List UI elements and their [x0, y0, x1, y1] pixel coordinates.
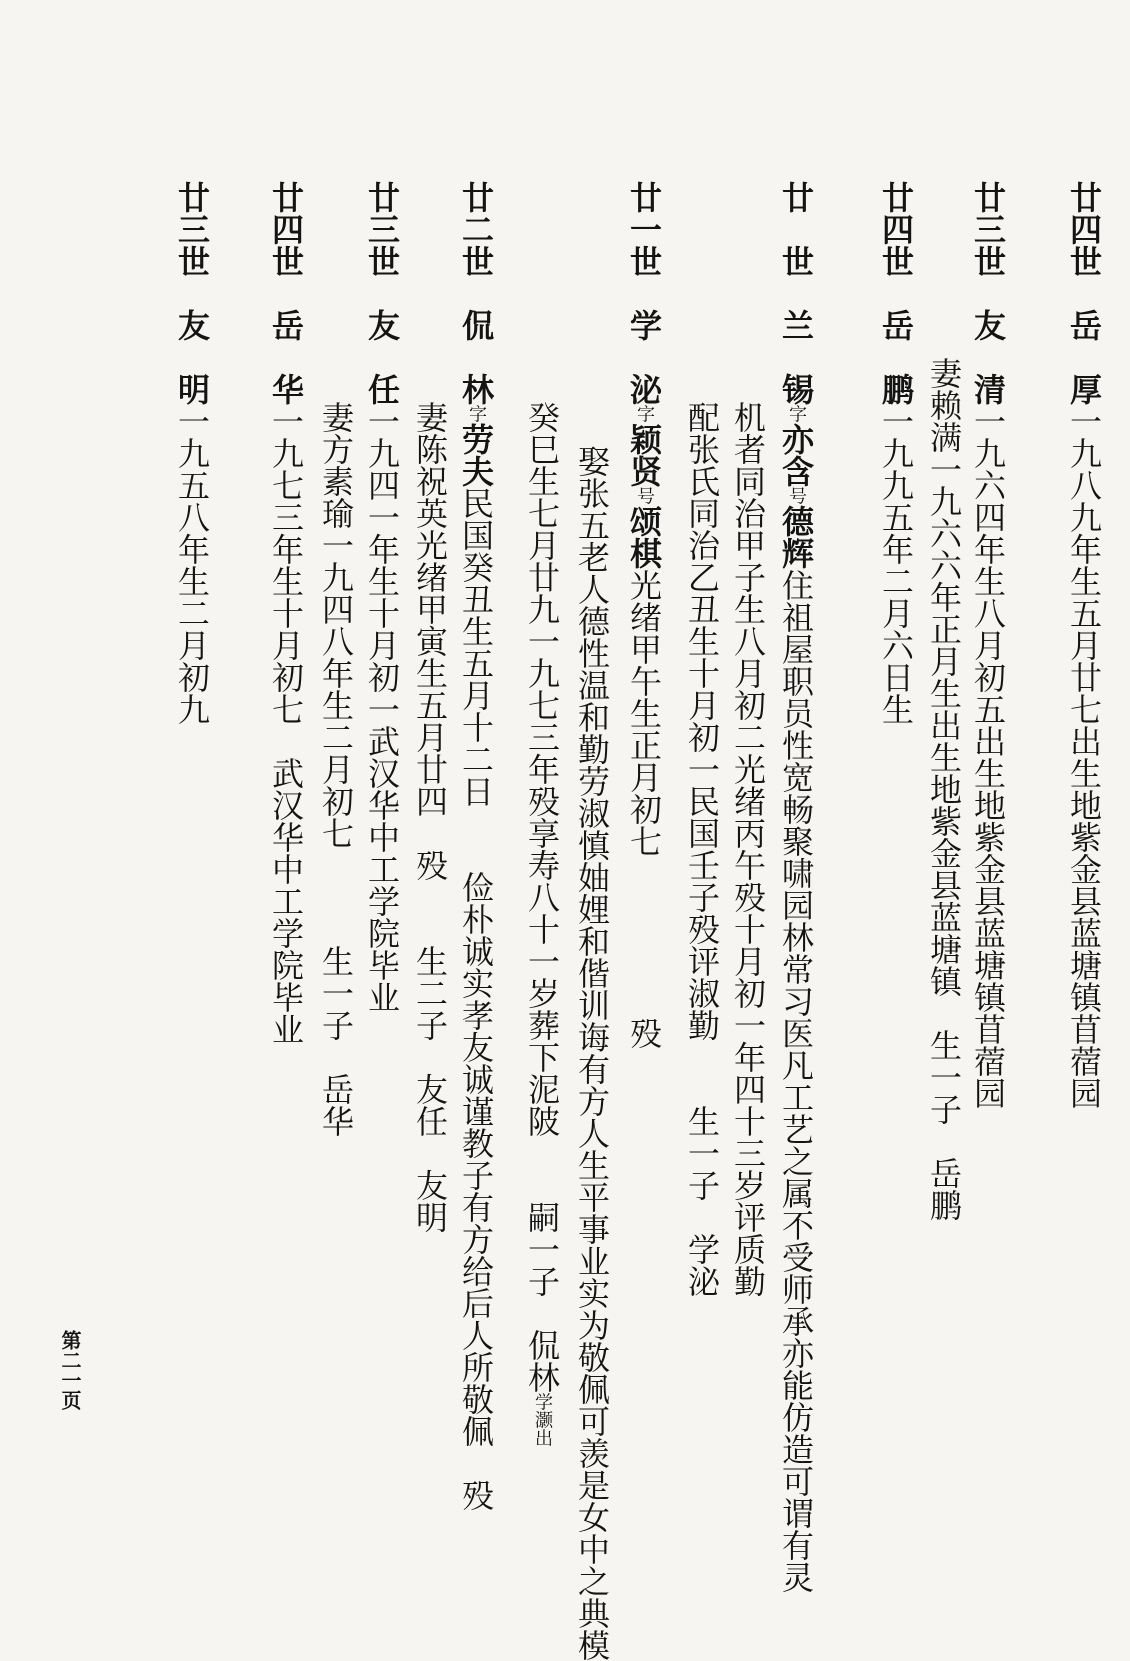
generation-label: 廿二世 [457, 180, 495, 277]
person-name: 友 [969, 308, 1007, 341]
zi-marker: 字 [466, 404, 487, 423]
continuation-text: 癸巳生七月廿九一九七三年殁享寿八十一岁葬下泥陂 嗣一子 侃林 [523, 400, 561, 1393]
entry-text: 一九五八年生二月初九 [173, 404, 211, 725]
person-given-name: 锡 [777, 372, 815, 405]
entry-you-ming [126, 140, 258, 725]
person-name: 岳 [1065, 308, 1103, 341]
courtesy-name: 亦含 [777, 422, 815, 487]
person-name: 友 [173, 308, 211, 341]
spouse-text: 妻陈祝英光绪甲寅生五月廿四 殁 生二子 友任 友明 [411, 400, 449, 1233]
person-given-name: 厚 [1065, 372, 1103, 405]
person-given-name: 泌 [625, 372, 663, 405]
entry-text: 一九八九年生五月廿七出生地紫金县蓝塘镇苜蓿园 [1065, 404, 1103, 1109]
person-name: 学 [625, 308, 663, 341]
person-name: 友 [363, 308, 401, 341]
courtesy-name: 颖贤 [625, 422, 663, 487]
generation-label: 廿三世 [969, 180, 1007, 277]
person-name: 兰 [777, 308, 815, 341]
person-given-name: 华 [267, 372, 305, 405]
art-name: 颂棋 [625, 504, 663, 569]
art-name: 德辉 [777, 504, 815, 569]
courtesy-name: 劳夫 [457, 422, 495, 487]
zi-marker: 字 [786, 404, 807, 423]
entry-text: 住祖屋职员性宽畅聚啸园林常习医凡工艺之属不受师承亦能仿造可谓有灵 [777, 568, 815, 1593]
continuation-text: 机者同治甲子生八月初二光绪丙午殁十月初一年四十三岁评质勤 [729, 400, 767, 1297]
entry-text: 一九六四年生八月初五出生地紫金县蓝塘镇苜蓿园 [969, 404, 1007, 1109]
page-number: 第二一页 [58, 1330, 82, 1410]
generation-label: 廿四世 [1065, 180, 1103, 277]
spouse-text: 妻方素瑜一九四八年生二月初七 生一子 岳华 [317, 400, 355, 1137]
hao-marker: 号 [786, 486, 807, 505]
hao-marker: 号 [634, 486, 655, 505]
generation-label: 廿三世 [173, 180, 211, 277]
generation-label: 廿三世 [363, 180, 401, 277]
entry-text: 光绪甲午生正月初七 殁 [625, 568, 663, 1049]
entry-text: 一九七三年生十月初七 武汉华中工学院毕业 [267, 404, 305, 1045]
person-given-name: 鹏 [877, 372, 915, 405]
person-name: 岳 [877, 308, 915, 341]
person-given-name: 清 [969, 372, 1007, 405]
person-name: 侃 [457, 308, 495, 341]
spouse-text: 妻赖满一九六六年正月生出生地紫金县蓝塘镇 生一子 岳鹏 [925, 356, 963, 1221]
note-text: 学灏出 [532, 1392, 553, 1447]
person-given-name: 明 [173, 372, 211, 405]
spouse-text: 娶张五老人德性温和勤劳淑慎妯娌和偕训诲有方人生平事业实为敬佩可羡是女中之典模 [573, 444, 611, 1661]
generation-label: 廿四世 [877, 180, 915, 277]
entry-text: 一九四一年生十月初一武汉华中工学院毕业 [363, 404, 401, 1013]
person-given-name: 林 [457, 372, 495, 405]
person-name: 岳 [267, 308, 305, 341]
generation-label: 廿一世 [625, 180, 663, 277]
zi-marker: 字 [634, 404, 655, 423]
entry-text: 一九九五年二月六日生 [877, 404, 915, 725]
spouse-text: 配张氏同治乙丑生十月初一民国壬子殁评淑勤 生一子 学泌 [683, 400, 721, 1297]
generation-label: 廿四世 [267, 180, 305, 277]
person-given-name: 任 [363, 372, 401, 405]
generation-label: 廿 世 [777, 180, 815, 277]
entry-text: 民国癸丑生五月十二日 俭朴诚实孝友诚谨教子有方给后人所敬佩 殁 [457, 486, 495, 1511]
